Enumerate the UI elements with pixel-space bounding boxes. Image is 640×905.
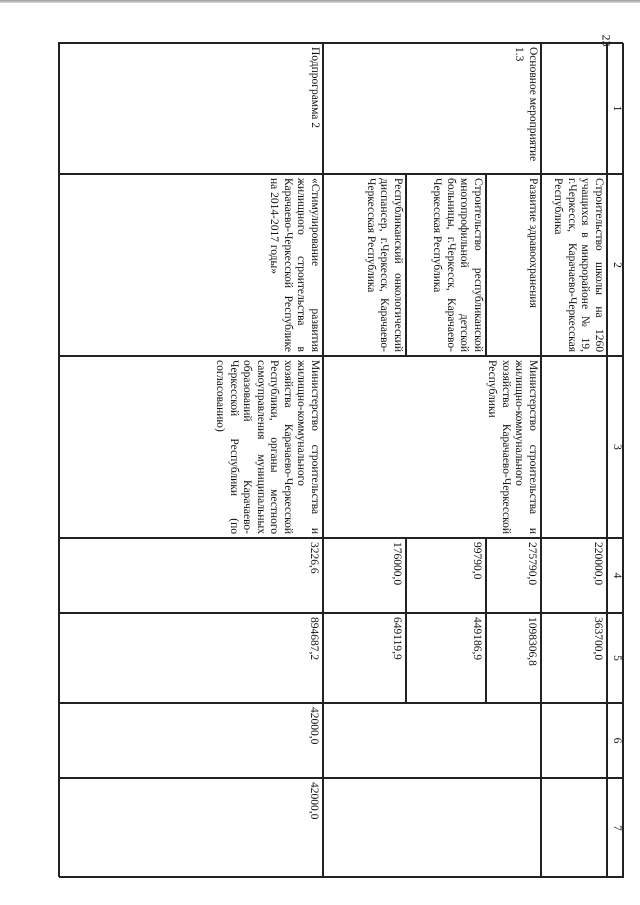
header-col-2: 2 <box>607 174 624 356</box>
subprogram2-col7-value: 42000,0 <box>59 778 323 878</box>
school-col4-value: 220000,0 <box>541 538 607 613</box>
header-col-3: 3 <box>607 356 624 538</box>
oncology-col5-value: 649119,9 <box>323 613 406 703</box>
header-col-1: 1 <box>607 43 624 174</box>
school-col5-value: 363700,0 <box>541 613 607 703</box>
page-number: 23 <box>599 34 614 47</box>
rotated-table <box>59 43 624 878</box>
subprogram2-col6-value: 42000,0 <box>59 703 323 778</box>
header-col-5: 5 <box>607 613 624 703</box>
school-row-col3 <box>541 356 607 538</box>
scan-edge <box>0 0 640 3</box>
health-col4-value: 275790,0 <box>486 538 541 613</box>
oncology-col4-value: 176000,0 <box>323 538 406 613</box>
school-row-col6 <box>541 703 607 778</box>
health-col7 <box>323 778 541 878</box>
header-col-6: 6 <box>607 703 624 778</box>
health-measure-label: Основное мероприятие 1.3 <box>323 43 541 174</box>
childhospital-col4-value: 99790,0 <box>406 538 486 613</box>
subprogram2-col4-value: 3226,6 <box>59 538 323 613</box>
health-title: Развитие здравоохранения <box>486 174 541 356</box>
subprogram2-title: «Стимулирование развития жилищного строительства в Карачаево-Черкесской Республике на 2014-2017 годы» <box>59 174 323 356</box>
subprogram2-executor: Министерство строительства и жилищно-коммунального хозяйства Карачаево-Черкесской Республики, органы местного самоуправления муниципальных образований Карачаево-Черкесской Республики (по согласованию) <box>59 356 323 538</box>
school-title: Строительство школы на 1260 учащихся в микрорайоне № 19, г.Черкесск, Карачаево-Черкесская Республика <box>541 174 607 356</box>
header-col-7: 7 <box>607 778 624 878</box>
school-row-col7 <box>541 778 607 878</box>
document-page <box>58 42 623 877</box>
subprogram2-label: Подпрограмма 2 <box>59 43 323 174</box>
health-col6 <box>323 703 541 778</box>
header-col-4: 4 <box>607 538 624 613</box>
oncology-title: Республиканский онкологический диспансер, г.Черкесск, Карачаево-Черкесская Республика <box>323 174 406 356</box>
childhospital-col5-value: 449186,9 <box>406 613 486 703</box>
health-executor: Министерство строительства и жилищно-коммунального хозяйства Карачаево-Черкесской Республики <box>323 356 541 538</box>
subprogram2-col5-value: 894687,2 <box>59 613 323 703</box>
health-col5-value: 1098306,8 <box>486 613 541 703</box>
childhospital-title: Строительство республиканской многопрофильной детской больницы, г.Черкесск, Карачаево-Черкесская Республика <box>406 174 486 356</box>
school-row-col1 <box>541 43 607 174</box>
